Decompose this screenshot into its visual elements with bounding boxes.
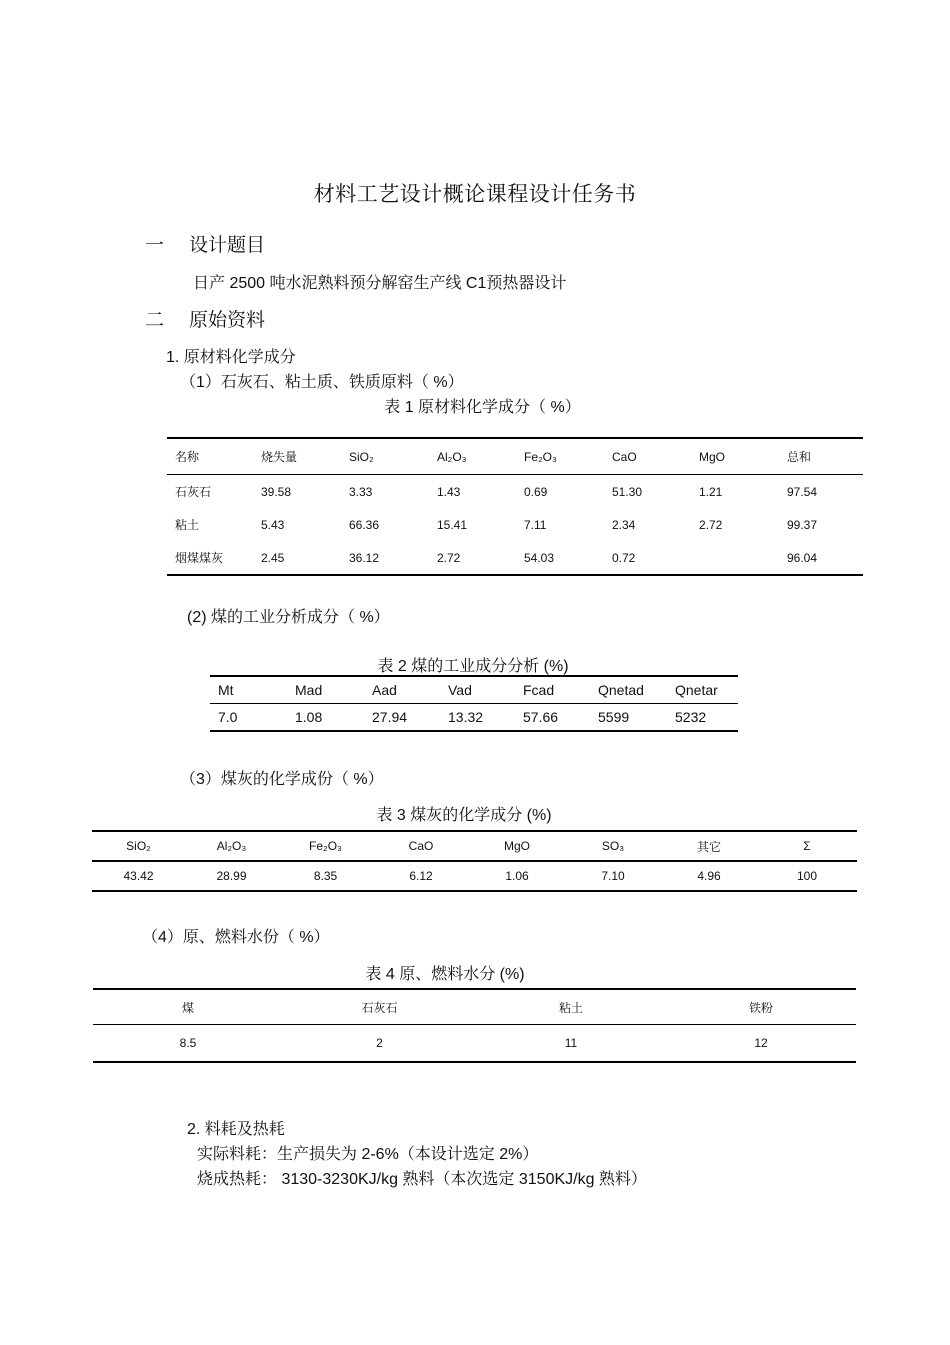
table-header-cell: 石灰石 bbox=[283, 989, 476, 1025]
table-cell: 0.72 bbox=[612, 550, 636, 565]
table-header-cell: Mt bbox=[210, 676, 287, 704]
table-header-cell: 煤 bbox=[93, 989, 283, 1025]
table-header-row bbox=[93, 989, 856, 1025]
table-cell: 烟煤煤灰 bbox=[175, 551, 224, 565]
table-cell: 2.34 bbox=[612, 517, 636, 532]
table-header-cell: CaO bbox=[373, 831, 469, 861]
table-header-cell: CaO bbox=[612, 438, 699, 475]
table-cell: 51.30 bbox=[612, 484, 643, 499]
item-3-label: （3）煤灰的化学成份（ %） bbox=[180, 771, 384, 788]
table-cell: 7.0 bbox=[218, 709, 238, 725]
table-cell: 2.72 bbox=[699, 517, 723, 532]
section-1-number: 一 bbox=[145, 235, 165, 256]
table-cell: 100 bbox=[796, 869, 818, 883]
table-header-cell: Aad bbox=[364, 676, 440, 704]
table-header-cell: Fe₂O₃ bbox=[278, 831, 373, 861]
table-header-cell: 铁粉 bbox=[666, 989, 856, 1025]
table-cell: 1.06 bbox=[505, 869, 529, 883]
table-cell: 97.54 bbox=[787, 484, 818, 499]
table-cell: 15.41 bbox=[437, 517, 468, 532]
item-4-label: （4）原、燃料水份（ %） bbox=[142, 929, 330, 946]
table-header-cell: SiO₂ bbox=[92, 831, 185, 861]
table-cell: 99.37 bbox=[787, 517, 818, 532]
table-header-cell: MgO bbox=[699, 438, 787, 475]
table-row bbox=[167, 541, 863, 575]
table-header-cell: SO₃ bbox=[565, 831, 661, 861]
table-cell: 27.94 bbox=[372, 709, 408, 725]
table-cell: 5.43 bbox=[261, 517, 285, 532]
table-cell: 54.03 bbox=[524, 550, 555, 565]
section-2-heading bbox=[145, 305, 265, 332]
table-header-cell: SiO₂ bbox=[349, 438, 437, 475]
moisture-table bbox=[93, 988, 856, 1063]
table-row bbox=[93, 1025, 856, 1063]
coal-ash-table bbox=[92, 830, 857, 892]
table-cell: 39.58 bbox=[261, 484, 292, 499]
table-cell: 8.35 bbox=[313, 869, 338, 883]
table-cell: 5599 bbox=[598, 709, 630, 725]
table-cell: 2 bbox=[376, 1036, 383, 1050]
table-cell: 1.43 bbox=[437, 484, 461, 499]
item-1-label: （1）石灰石、粘土质、铁质原料（ %） bbox=[180, 374, 464, 391]
table-cell: 36.12 bbox=[349, 550, 380, 565]
table-1-caption: 表 1 原材料化学成分（ %） bbox=[384, 399, 581, 416]
raw-material-table bbox=[167, 437, 863, 576]
table-cell: 0.69 bbox=[524, 484, 548, 499]
table-cell: 5232 bbox=[675, 709, 707, 725]
table-header-cell: Σ bbox=[757, 831, 857, 861]
table-cell: 43.42 bbox=[123, 869, 154, 883]
table-cell: 7.11 bbox=[524, 517, 547, 532]
table-header-cell: Qnetad bbox=[590, 676, 667, 704]
table-header-row bbox=[92, 831, 857, 861]
table-cell: 11 bbox=[564, 1036, 578, 1050]
section-2-number: 二 bbox=[145, 310, 165, 331]
table-cell: 3.33 bbox=[349, 484, 373, 499]
table-cell: 8.5 bbox=[179, 1036, 197, 1050]
table-cell: 石灰石 bbox=[175, 485, 212, 499]
table-cell: 13.32 bbox=[448, 709, 484, 725]
section-1-heading bbox=[145, 230, 265, 257]
table-cell: 4.96 bbox=[697, 869, 721, 883]
table-row bbox=[167, 508, 863, 541]
table-cell: 2.45 bbox=[261, 550, 285, 565]
table-header-cell: Mad bbox=[287, 676, 364, 704]
table-row bbox=[92, 861, 857, 891]
table-header-cell: 其它 bbox=[661, 831, 757, 861]
table-4-caption: 表 4 原、燃料水分 (%) bbox=[365, 966, 525, 983]
page-title: 材料工艺设计概论课程设计任务书 bbox=[313, 183, 637, 206]
table-cell: 96.04 bbox=[787, 550, 818, 565]
table-header-cell: Qnetar bbox=[667, 676, 738, 704]
table-header-cell: 烧失量 bbox=[261, 438, 349, 475]
table-cell: 粘土 bbox=[175, 518, 200, 532]
material-consumption: 实际料耗：生产损失为 2-6%（本设计选定 2%） bbox=[197, 1146, 539, 1163]
table-2-caption: 表 2 煤的工业成分分析 (%) bbox=[377, 658, 569, 675]
design-topic: 日产 2500 吨水泥熟料预分解窑生产线 C1预热器设计 bbox=[193, 275, 567, 292]
table-cell bbox=[699, 541, 787, 575]
item-2-label: (2) 煤的工业分析成分（ %） bbox=[187, 609, 390, 626]
section-2-title: 原始资料 bbox=[189, 310, 266, 331]
table-cell: 28.99 bbox=[216, 869, 247, 883]
table-cell: 6.12 bbox=[409, 869, 433, 883]
table-header-cell: Al₂O₃ bbox=[185, 831, 278, 861]
heat-consumption: 烧成热耗： 3130-3230KJ/kg 熟料（本次选定 3150KJ/kg 熟料） bbox=[197, 1171, 647, 1188]
table-header-cell: Fe₂O₃ bbox=[524, 438, 612, 475]
table-cell: 1.08 bbox=[295, 709, 323, 725]
table-header-row bbox=[210, 676, 738, 704]
table-header-cell: 名称 bbox=[167, 438, 261, 475]
table-header-cell: MgO bbox=[469, 831, 565, 861]
table-header-cell: Fcad bbox=[515, 676, 590, 704]
table-cell: 57.66 bbox=[523, 709, 559, 725]
table-cell: 12 bbox=[754, 1036, 768, 1050]
section-1-title: 设计题目 bbox=[189, 235, 266, 256]
table-cell: 1.21 bbox=[699, 484, 723, 499]
table-cell: 66.36 bbox=[349, 517, 380, 532]
subsection-1-heading: 1. 原材料化学成分 bbox=[166, 349, 296, 366]
table-cell: 2.72 bbox=[437, 550, 461, 565]
table-header-cell: Al₂O₃ bbox=[437, 438, 524, 475]
table-row bbox=[167, 475, 863, 509]
coal-analysis-table bbox=[210, 675, 738, 732]
table-header-cell: Vad bbox=[440, 676, 515, 704]
table-3-caption: 表 3 煤灰的化学成分 (%) bbox=[376, 807, 552, 824]
subsection-2-heading: 2. 料耗及热耗 bbox=[187, 1121, 285, 1138]
table-header-row bbox=[167, 438, 863, 475]
table-row bbox=[210, 704, 738, 732]
table-header-cell: 总和 bbox=[787, 438, 863, 475]
table-header-cell: 粘土 bbox=[476, 989, 666, 1025]
table-cell: 7.10 bbox=[601, 869, 625, 883]
